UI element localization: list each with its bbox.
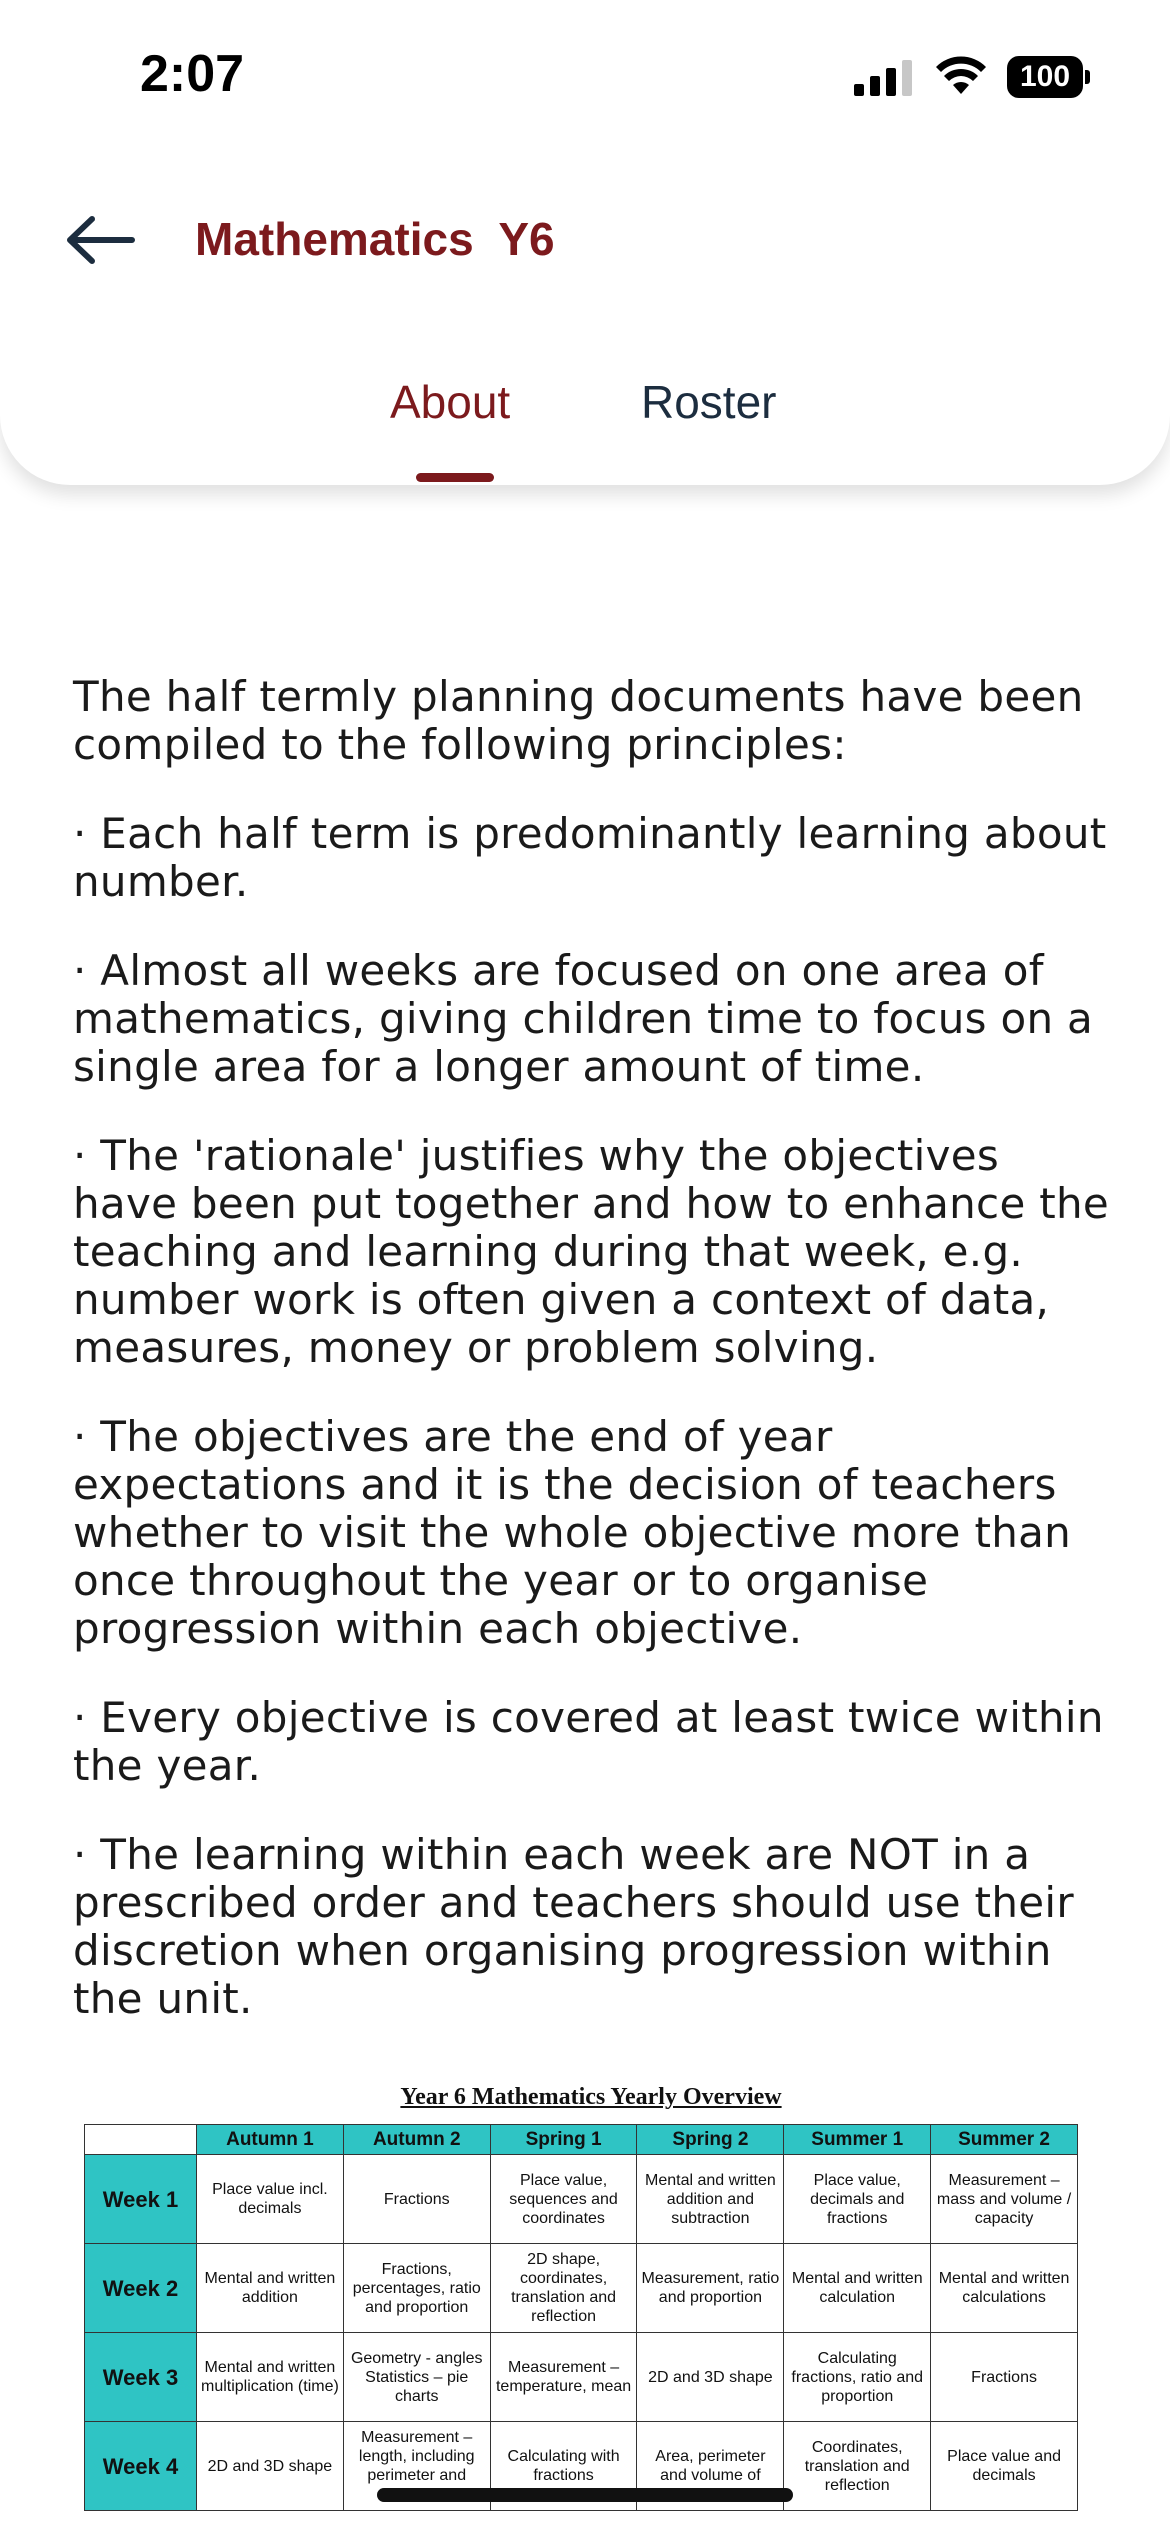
paragraph: · The learning within each week are NOT in a prescribed order and teachers should use their discretion when organising progression within the unit. (73, 1830, 1074, 2023)
table-cell: 2D and 3D shape (197, 2422, 344, 2511)
table-row (85, 2244, 1078, 2333)
paragraph: The half termly planning documents have been compiled to the following principles: (73, 672, 1084, 769)
table-row (85, 2155, 1078, 2244)
overview-title: Year 6 Mathematics Yearly Overview (400, 2084, 782, 2110)
table-cell: Measurement – mass and volume / capacity (931, 2155, 1078, 2244)
table-cell: Mental and written addition (197, 2244, 344, 2333)
paragraph: · Almost all weeks are focused on one area of mathematics, giving children time to focus on a single area for a longer amount of time. (73, 946, 1094, 1091)
paragraph: · The objectives are the end of year expectations and it is the decision of teachers whether to visit the whole objective more than once throughout the year or to organise progression within each objective. (73, 1412, 1072, 1653)
table-cell: Geometry - angles Statistics – pie charts (343, 2333, 490, 2422)
active-tab-indicator (416, 473, 494, 482)
paragraph: · Every objective is covered at least twice within the year. (73, 1693, 1104, 1790)
row-header: Week 3 (85, 2333, 197, 2422)
paragraph: · The 'rationale' justifies why the objectives have been put together and how to enhance the teaching and learning during that week, e.g. number work is often given a context of data, measures, money or problem solving. (73, 1131, 1110, 1372)
overview-table (84, 2124, 1078, 2511)
battery-icon (1007, 56, 1089, 98)
back-button[interactable] (58, 205, 142, 275)
table-cell: Measurement – temperature, mean (490, 2333, 637, 2422)
table-cell: Coordinates, translation and reflection (784, 2422, 931, 2511)
wifi-icon (935, 56, 987, 96)
row-header: Week 1 (85, 2155, 197, 2244)
column-header: Summer 1 (784, 2125, 931, 2155)
row-header: Week 2 (85, 2244, 197, 2333)
status-bar (0, 0, 1170, 150)
table-cell: Calculating fractions, ratio and proportion (784, 2333, 931, 2422)
table-cell: Place value, sequences and coordinates (490, 2155, 637, 2244)
table-cell: Fractions, percentages, ratio and proportion (343, 2244, 490, 2333)
cellular-signal-icon (854, 60, 914, 96)
table-cell: Mental and written calculation (784, 2244, 931, 2333)
page-title: Mathematics Y6 (195, 213, 555, 265)
row-header: Week 4 (85, 2422, 197, 2511)
table-cell: Fractions (931, 2333, 1078, 2422)
battery-level: 100 (1007, 56, 1083, 98)
table-cell: Measurement – length, including perimeter and (343, 2422, 490, 2511)
table-cell: Measurement, ratio and proportion (637, 2244, 784, 2333)
arrow-left-icon (64, 215, 136, 265)
table-cell: 2D shape, coordinates, translation and reflection (490, 2244, 637, 2333)
yearly-overview-image (84, 2084, 1084, 2511)
table-cell: Mental and written multiplication (time) (197, 2333, 344, 2422)
column-header: Autumn 1 (197, 2125, 344, 2155)
column-header: Autumn 2 (343, 2125, 490, 2155)
table-row (85, 2333, 1078, 2422)
table-cell: Area, perimeter and volume of (637, 2422, 784, 2511)
column-header: Spring 2 (637, 2125, 784, 2155)
about-content (73, 673, 1113, 2064)
paragraph: · Each half term is predominantly learning about number. (73, 809, 1107, 906)
table-cell: Place value incl. decimals (197, 2155, 344, 2244)
home-indicator[interactable] (377, 2488, 793, 2502)
table-cell: Mental and written addition and subtraction (637, 2155, 784, 2244)
table-cell: Place value and decimals (931, 2422, 1078, 2511)
tab-about[interactable]: About (390, 376, 511, 428)
table-cell: Mental and written calculations (931, 2244, 1078, 2333)
table-cell: Fractions (343, 2155, 490, 2244)
table-cell: 2D and 3D shape (637, 2333, 784, 2422)
column-header: Spring 1 (490, 2125, 637, 2155)
table-corner (85, 2125, 197, 2155)
column-header: Summer 2 (931, 2125, 1078, 2155)
table-cell: Place value, decimals and fractions (784, 2155, 931, 2244)
status-time: 2:07 (140, 45, 245, 103)
tab-roster[interactable]: Roster (641, 376, 777, 428)
tab-bar (0, 375, 1170, 485)
table-cell: Calculating with fractions (490, 2422, 637, 2511)
